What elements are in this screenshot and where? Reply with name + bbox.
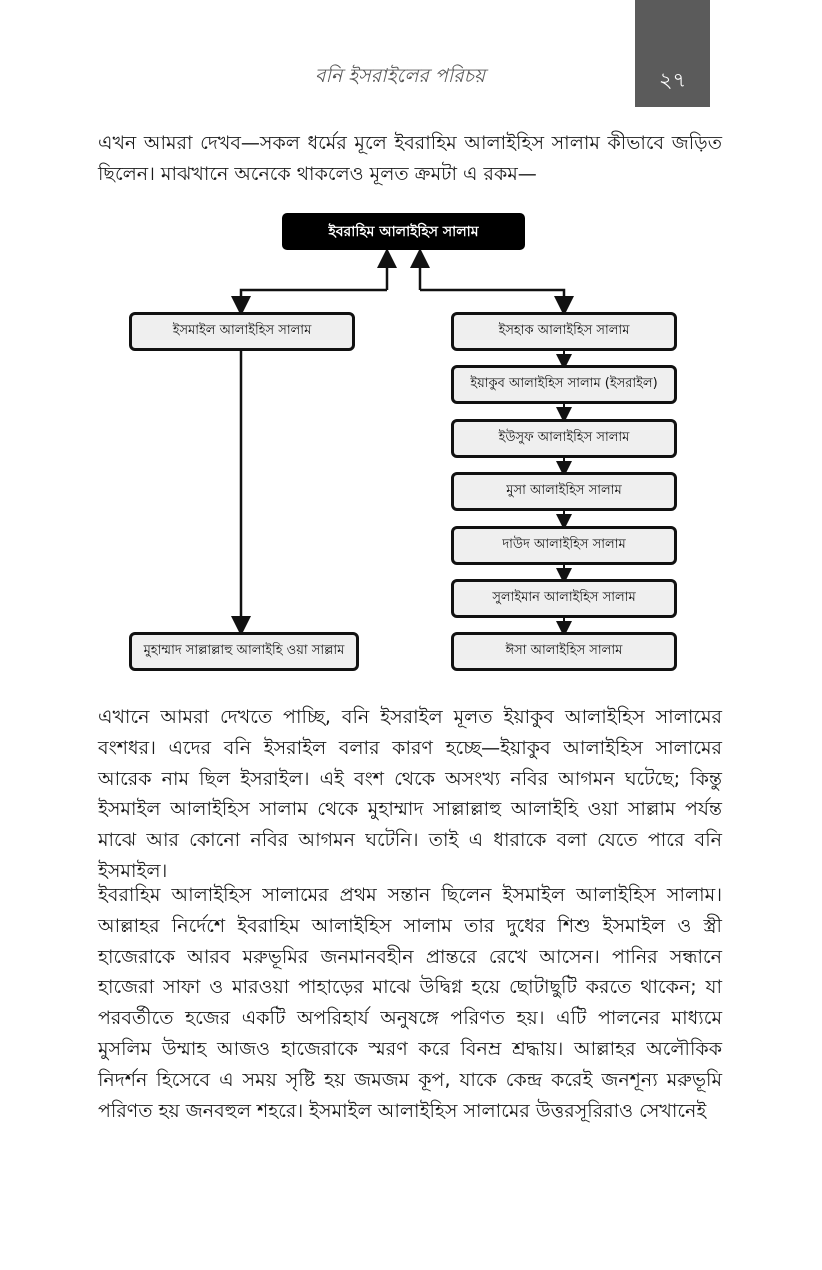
- body-paragraph: ইবরাহিম আলাইহিস সালামের প্রথম সন্তান ছিলেন ইসমাইল আলাইহিস সালাম। আল্লাহর নির্দেশে ইবরাহিম আলাইহিস সালাম তার দুধের শিশু ইসমাইল ও স্ত্রী হাজেরাকে আরব মরুভূমির জনমানবহীন প্রান্তরে রেখে আসেন। পানির সন্ধানে হাজেরা সাফা ও মারওয়া পাহাড়ের মাঝে উদ্বিগ্ন হয়ে ছোটাছুটি করতে থাকেন; যা পরবর্তীতে হজের একটি অপরিহার্য অনুষঙ্গে পরিণত হয়। এটি পালনের মাধ্যমে মুসলিম উম্মাহ আজও হাজেরাকে স্মরণ করে বিনম্র শ্রদ্ধায়। আল্লাহর অলৌকিক নিদর্শন হিসেবে এ সময় সৃষ্টি হয় জমজম কূপ, যাকে কেন্দ্র করেই জনশূন্য মরুভূমি পরিণত হয় জনবহুল শহরে। ইসমাইল আলাইহিস সালামের উত্তরসূরিরাও সেখানেই: [98, 884, 722, 1122]
- node-musa: মুসা আলাইহিস সালাম: [451, 472, 677, 511]
- node-ismail: ইসমাইল আলাইহিস সালাম: [129, 312, 355, 351]
- node-yusuf: ইউসুফ আলাইহিস সালাম: [451, 419, 677, 458]
- connector-line: [241, 290, 387, 306]
- page-number: ২৭: [658, 68, 687, 92]
- chapter-title: বনি ইসরাইলের পরিচয়: [314, 65, 486, 87]
- body-paragraph: এখানে আমরা দেখতে পাচ্ছি, বনি ইসরাইল মূলত ইয়াকুব আলাইহিস সালামের বংশধর। এদের বনি ইসরাইল বলার কারণ হচ্ছে—ইয়াকুব আলাইহিস সালামের আরেক নাম ছিল ইসরাইল। এই বংশ থেকে অসংখ্য নবির আগমন ঘটেছে; কিন্তু ইসমাইল আলাইহিস সালাম থেকে মুহাম্মাদ সাল্লাল্লাহু আলাইহি ওয়া সাল্লাম পর্যন্ত মাঝে আর কোনো নবির আগমন ঘটেনি। তাই এ ধারাকে বলা যেতে পারে বনি ইসমাইল।: [98, 706, 722, 882]
- node-dawud: দাউদ আলাইহিস সালাম: [451, 526, 677, 565]
- node-yaqub: ইয়াকুব আলাইহিস সালাম (ইসরাইল): [451, 365, 677, 404]
- node-isa: ঈসা আলাইহিস সালাম: [451, 632, 677, 671]
- connector-line: [420, 290, 564, 306]
- node-muhammad: মুহাম্মাদ সাল্লাল্লাহু আলাইহি ওয়া সাল্লাম: [129, 632, 359, 671]
- intro-paragraph: এখন আমরা দেখব—সকল ধর্মের মূলে ইবরাহিম আলাইহিস সালাম কীভাবে জড়িত ছিলেন। মাঝখানে অনেকে থাকলেও মূলত ক্রমটা এ রকম—: [98, 132, 722, 185]
- node-sulaiman: সুলাইমান আলাইহিস সালাম: [451, 579, 677, 618]
- node-ishaq: ইসহাক আলাইহিস সালাম: [451, 312, 677, 351]
- root-node: ইবরাহিম আলাইহিস সালাম: [282, 213, 525, 250]
